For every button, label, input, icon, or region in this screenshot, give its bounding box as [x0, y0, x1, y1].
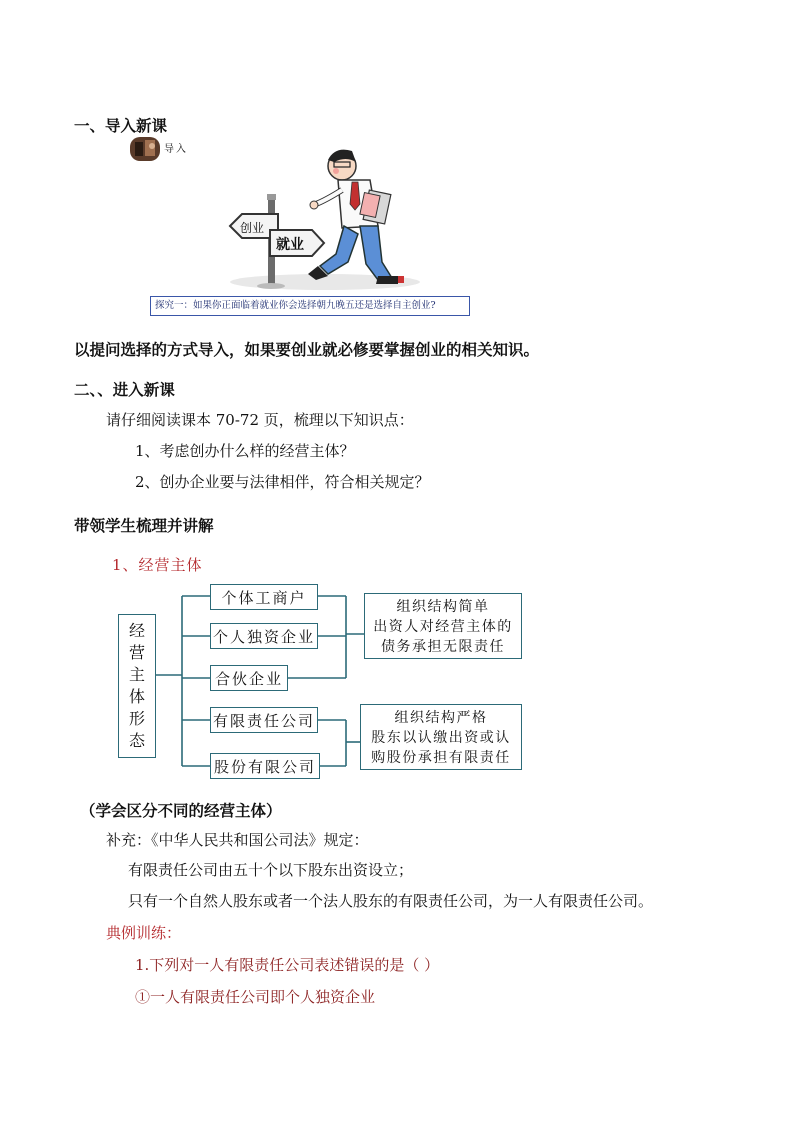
knowledge-point-1: 1、考虑创办什么样的经营主体？ [135, 442, 355, 460]
note-line: 组织结构严格 [394, 710, 488, 726]
type-partnership: 合伙企业 [210, 665, 288, 691]
note-line: 出资人对经营主体的 [373, 619, 513, 635]
note-line: 购股份承担有限责任 [371, 750, 511, 766]
signpost-left-label: 创业 [240, 221, 265, 235]
inquiry-text: 探究一：如果你正面临着就业你会选择朝九晚五还是选择自主创业? [155, 300, 436, 311]
type-joint-stock-company: 股份有限公司 [210, 753, 320, 779]
type-individual-business: 个体工商户 [210, 584, 318, 610]
root-char: 经 [128, 621, 145, 640]
root-node-entity-forms [118, 614, 156, 758]
root-char: 营 [128, 643, 145, 662]
distinguish-note: （学会区分不同的经营主体） [80, 802, 282, 820]
root-char: 形 [128, 709, 145, 728]
note-limited-liability [360, 704, 522, 770]
section1-heading: 一、导入新课 [74, 117, 168, 135]
type-limited-liability-company: 有限责任公司 [210, 707, 318, 733]
note-line: 债务承担无限责任 [381, 639, 505, 655]
section2-heading: 二、、进入新课 [74, 381, 175, 399]
company-law-rule-1: 有限责任公司由五十个以下股东出资设立； [128, 861, 414, 879]
lead-heading: 带领学生梳理并讲解 [74, 517, 214, 535]
practice-question-1: 1.下列对一人有限责任公司表述错误的是（ ） [135, 956, 440, 974]
root-char: 态 [128, 731, 145, 750]
note-line: 股东以认缴出资或认 [371, 730, 511, 746]
note-line: 组织结构简单 [396, 599, 490, 615]
intro-badge-icon [130, 137, 160, 161]
signpost-right-label: 就业 [276, 237, 304, 253]
company-law-rule-2: 只有一个自然人股东或者一个法人股东的有限责任公司，为一人有限责任公司。 [128, 892, 654, 910]
supplement-line: 补充：《中华人民共和国公司法》规定： [106, 831, 369, 849]
type-sole-proprietorship: 个人独资企业 [210, 623, 318, 649]
business-entity-diagram [110, 548, 530, 788]
intro-tag-label: 导入 [164, 144, 188, 155]
reading-instruction: 请仔细阅读课本 70-72 页，梳理以下知识点： [106, 411, 414, 429]
root-char: 体 [128, 687, 145, 706]
practice-label: 典例训练： [106, 924, 182, 942]
note-unlimited-liability [364, 593, 522, 659]
inquiry-prompt-box [150, 296, 470, 316]
diagram-title: 1、经营主体 [112, 556, 203, 574]
intro-summary: 以提问选择的方式导入，如果要创业就必修要掌握创业的相关知识。 [74, 341, 540, 359]
root-char: 主 [128, 665, 145, 684]
practice-option-1: ①一人有限责任公司即个人独资企业 [135, 988, 376, 1006]
knowledge-point-2: 2、创办企业要与法律相伴，符合相关规定？ [135, 473, 430, 491]
